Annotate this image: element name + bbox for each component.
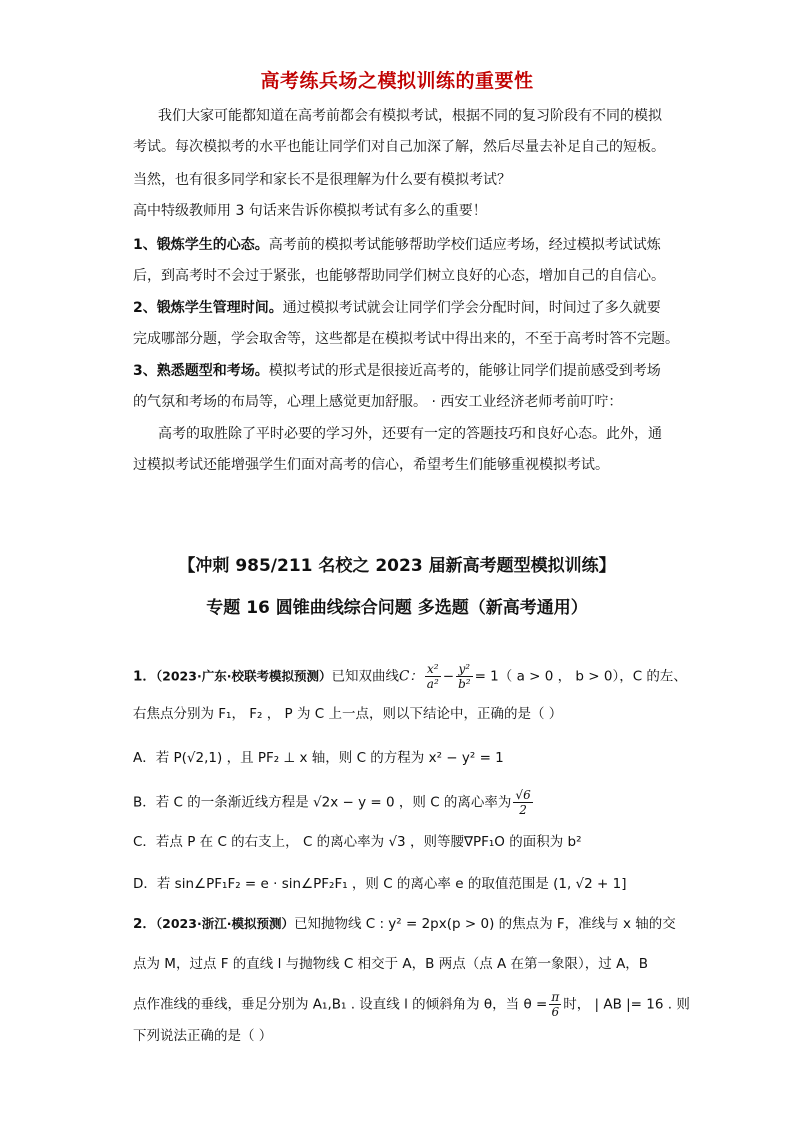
q1-frac-y-num: y² bbox=[456, 662, 473, 677]
ad-point1 bbox=[133, 235, 673, 255]
worksheet-heading-line1: 【冲刺 985/211 名校之 2023 届新高考题型模拟训练】 bbox=[178, 556, 616, 576]
q1-option-b bbox=[133, 788, 535, 817]
q1-option-b-frac-num: √6 bbox=[515, 788, 531, 802]
ad-point2 bbox=[133, 298, 673, 318]
ad-title: 高考练兵场之模拟训练的重要性 bbox=[260, 70, 534, 92]
q1-option-b-frac bbox=[513, 788, 532, 817]
q1-stem-a: 已知双曲线 bbox=[331, 668, 399, 685]
q1-curve: C： bbox=[398, 668, 423, 685]
q2-line3 bbox=[133, 990, 690, 1019]
ad-point2-title: 2、锻炼学生管理时间。 bbox=[133, 300, 283, 316]
ad-point3-text2: 的气氛和考场的布局等，心理上感觉更加舒服。 · 西安工业经济老师考前叮咛： bbox=[133, 394, 623, 410]
q1-option-a: A．若 P(√2,1) ，且 PF₂ ⊥ x 轴，则 C 的方程为 x² − y² = 1 bbox=[133, 750, 504, 766]
worksheet-heading-line2: 专题 16 圆锥曲线综合问题 多选题（新高考通用） bbox=[206, 598, 588, 618]
q1-cond: （ a > 0 ， b > 0）， bbox=[498, 668, 633, 685]
q1-frac-y bbox=[456, 662, 473, 691]
ad-para1-line2: 考试。每次模拟考的水平也能让同学们对自己加深了解，然后尽量去补足自己的短板。 bbox=[133, 139, 665, 155]
q2-line3-post: 时， | AB |= 16 . 则 bbox=[563, 996, 690, 1013]
q2-theta-frac bbox=[549, 990, 561, 1019]
ad-point3-text1: 模拟考试的形式是很接近高考的，能够让同学们提前感受到考场 bbox=[268, 363, 661, 379]
ad-point1-text1: 高考前的模拟考试能够帮助学校们适应考场，经过模拟考试试炼 bbox=[268, 237, 661, 253]
q2-theta-frac-den: 6 bbox=[551, 1005, 560, 1019]
q1-eq1: = 1 bbox=[474, 668, 499, 685]
q2-line4: 下列说法正确的是（ ） bbox=[133, 1028, 273, 1044]
q1-source: （2023·广东·校联考模拟预测） bbox=[155, 668, 332, 684]
q1-number: 1． bbox=[133, 668, 156, 685]
q1-option-d: D．若 sin∠PF₁F₂ = e · sin∠PF₂F₁ ，则 C 的离心率 e 的取值范围是 (1, √2 + 1] bbox=[133, 876, 627, 892]
q2-line3-pre: 点作准线的垂线，垂足分别为 A₁,B₁ . 设直线 l 的倾斜角为 θ，当 θ = bbox=[133, 996, 548, 1013]
q1-stem-b: C 的左、 bbox=[632, 668, 687, 685]
q2-number: 2． bbox=[133, 916, 156, 932]
q1-frac-x-num: x² bbox=[425, 662, 441, 677]
q1-line1 bbox=[133, 662, 687, 691]
ad-point1-title: 1、锻炼学生的心态。 bbox=[133, 237, 269, 253]
ad-para3-line2: 过模拟考试还能增强学生们面对高考的信心，希望考生们能够重视模拟考试。 bbox=[133, 457, 609, 473]
q2-theta-frac-num: π bbox=[551, 990, 560, 1004]
ad-point2-text1: 通过模拟考试就会让同学们学会分配时间，时间过了多久就要 bbox=[282, 300, 661, 316]
q2-line1-text: 已知抛物线 C : y² = 2px(p > 0) 的焦点为 F，准线与 x 轴的交 bbox=[293, 916, 676, 932]
ad-point1-text2: 后，到高考时不会过于紧张，也能够帮助同学们树立良好的心态，增加自己的自信心。 bbox=[133, 268, 665, 284]
q2-source: （2023·浙江·模拟预测） bbox=[155, 916, 294, 931]
q1-line2: 右焦点分别为 F₁， F₂ ， P 为 C 上一点，则以下结论中，正确的是（ ） bbox=[133, 706, 563, 722]
q1-minus: − bbox=[442, 668, 455, 685]
ad-point3 bbox=[133, 361, 673, 381]
q1-option-b-text: B．若 C 的一条渐近线方程是 √2x − y = 0 ，则 C 的离心率为 bbox=[133, 794, 512, 811]
q2-line1 bbox=[133, 914, 676, 934]
ad-para3-line1: 高考的取胜除了平时必要的学习外，还要有一定的答题技巧和良好心态。此外，通 bbox=[158, 426, 662, 442]
q1-option-c: C．若点 P 在 C 的右支上， C 的离心率为 √3 ，则等腰∇PF₁O 的面积为 b² bbox=[133, 834, 582, 850]
ad-para1-line3: 当然，也有很多同学和家长不是很理解为什么要有模拟考试？ bbox=[133, 172, 511, 188]
q1-frac-x bbox=[425, 662, 441, 691]
q1-frac-y-den: b² bbox=[458, 677, 471, 691]
ad-point3-title: 3、熟悉题型和考场。 bbox=[133, 363, 269, 379]
q2-line2: 点为 M，过点 F 的直线 l 与抛物线 C 相交于 A，B 两点（点 A 在第一象限），过 A，B bbox=[133, 956, 649, 972]
ad-para2: 高中特级教师用 3 句话来告诉你模拟考试有多么的重要！ bbox=[133, 203, 487, 219]
ad-para1-line1: 我们大家可能都知道在高考前都会有模拟考试，根据不同的复习阶段有不同的模拟 bbox=[158, 108, 662, 124]
ad-point2-text2: 完成哪部分题，学会取舍等，这些都是在模拟考试中得出来的，不至于高考时答不完题。 bbox=[133, 331, 679, 347]
q1-option-b-frac-den: 2 bbox=[519, 803, 527, 817]
q1-frac-x-den: a² bbox=[426, 677, 439, 691]
